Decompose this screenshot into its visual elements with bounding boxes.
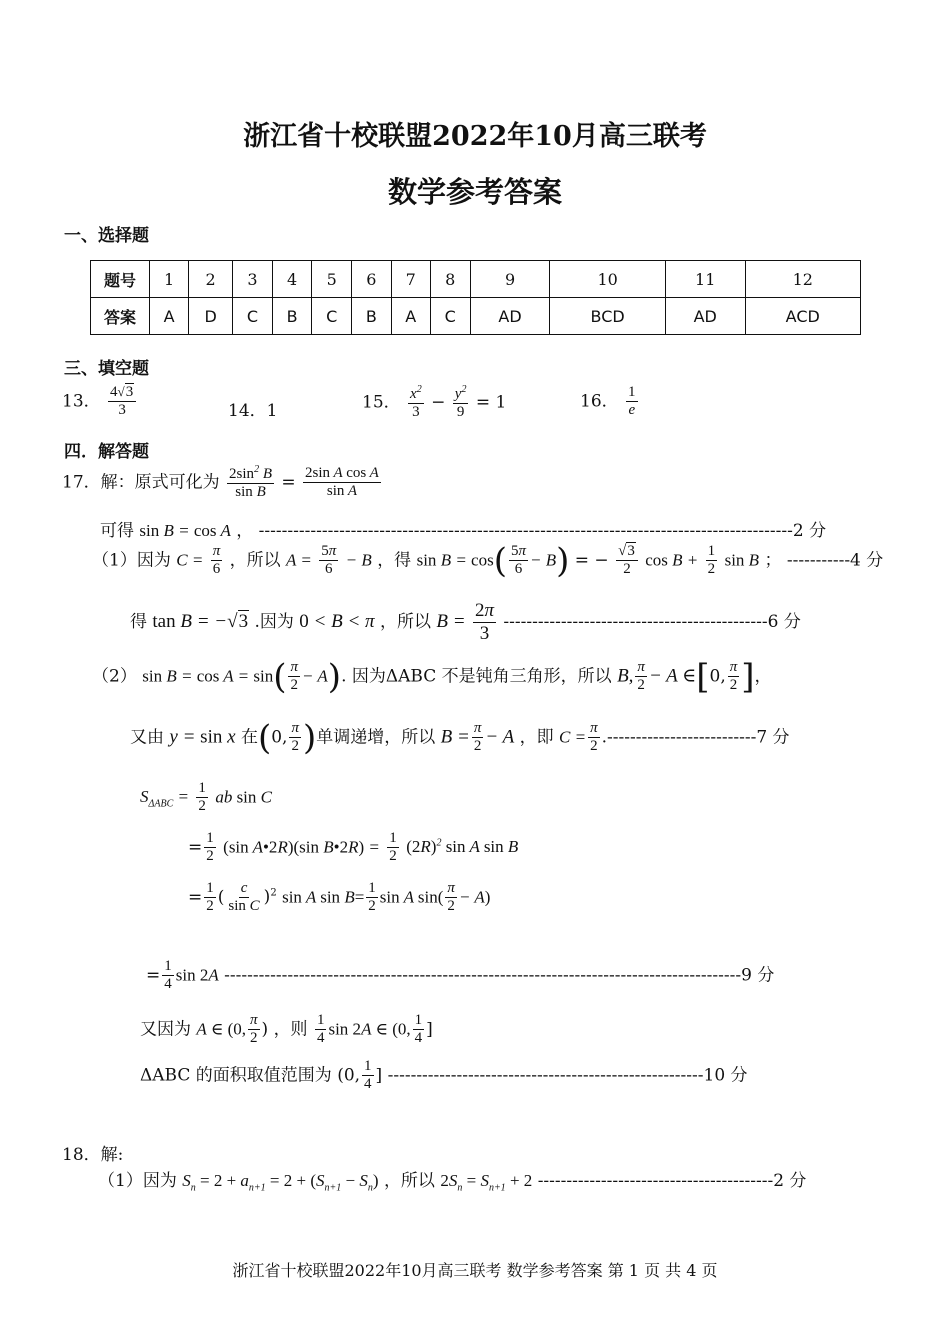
page-footer: 浙江省十校联盟2022年10月高三联考 数学参考答案 第 1 页 共 4 页: [232, 1261, 718, 1280]
p17-part2: （2） sin B = cos A = sin( $\frac{\pi}{2}$ − A). 因为ΔABC 不是钝角三角形，所以 B, $\frac{\pi}{2}$ − A ∈[0, $\frac{\pi}{2}$ ]，: [92, 656, 772, 697]
table-cell: C: [312, 298, 352, 335]
table-cell: 5: [312, 261, 352, 298]
p17-mono: 又由 y = sin x 在(0, $\frac{\pi}{2}$ )单调递增，所以 B = $\frac{\pi}{2}$ − A ，即 C = $\frac{\pi}{2}$ .--------------------------7 分: [130, 717, 790, 758]
table-cell: AD: [665, 298, 745, 335]
answer-table: [90, 260, 861, 335]
table-cell: 7: [391, 261, 430, 298]
document-subtitle: 数学参考答案: [387, 175, 562, 209]
area-range: ΔABC 的面积取值范围为 (0, $\frac{1}{4}$ ] -------------------------------------------------------10 分: [140, 1058, 748, 1093]
p17-tan: 得 tan B = −√3 .因为 0 < B < π ，所以 B = $\frac{2\pi}{3}$ ----------------------------------------------6 分: [130, 600, 801, 644]
table-cell: A: [391, 298, 430, 335]
table-row: [91, 298, 861, 335]
range-line: 又因为 A ∈ (0, $\frac{\pi}{2}$ ) ，则 $\frac{1}{4}$ sin 2A ∈ (0, $\frac{1}{4}$ ]: [140, 1012, 433, 1047]
table-cell: 3: [232, 261, 272, 298]
area-line3: = $\frac{1}{2}$ ( $\frac{c}{\text{sin C}}$ )$^2$ sin A sin B= $\frac{1}{2}$ sin A sin( $\frac{\pi}{2}$ − A): [188, 880, 491, 915]
answer-13: 13． $\frac{4√3}{3}$: [62, 384, 138, 420]
area-line4: = $\frac{1}{4}$ sin 2A ------------------------------------------------------------------------------------------9 分: [146, 958, 775, 993]
table-cell: 6: [352, 261, 391, 298]
answer-14: 14．1: [228, 401, 278, 421]
area-line1: $S_{\Delta ABC}$ = $\frac{1}{2}$ ab sin C: [140, 780, 272, 815]
table-cell: A: [150, 298, 189, 335]
p17-part1: （1）因为 C = $\frac{\pi}{6}$ ，所以 A = $\frac{5\pi}{6}$ − B ，得 sin B = cos( $\frac{5\pi}{6}$ − B) = − $\frac{√3}{2}$ cos B + $\frac{1}{2}$ sin B ； -----------4 分: [92, 540, 884, 581]
table-cell: 4: [272, 261, 311, 298]
p18-part1: （1）因为 $S_n = 2 + a_{n+1} = 2 + (S_{n+1} - S_n)$ ，所以 $2S_n = S_{n+1} + 2$ -----------------------------------------2 分: [98, 1171, 807, 1194]
table-cell: 2: [189, 261, 233, 298]
section-choice: 一、选择题: [64, 226, 149, 246]
row-label: 答案: [91, 298, 150, 335]
area-line2: = $\frac{1}{2}$ (sin A•2R)(sin B•2R) = $\frac{1}{2}$ $(2R)^2$ sin A sin B: [188, 830, 519, 865]
section-fill: 三、填空题: [64, 359, 149, 379]
table-cell: 9: [470, 261, 550, 298]
table-cell: 12: [745, 261, 860, 298]
section-solution: 四．解答题: [64, 442, 149, 462]
table-cell: 11: [665, 261, 745, 298]
table-cell: D: [189, 298, 233, 335]
p17-line1: 17．解：原式可化为 $\frac{2\sin^2 B}{\text{sin B}}$ = $\frac{\text{2sin A cos A}}{\text{sin A}}$: [62, 464, 379, 501]
p17-line2: 可得 sin B = cos A ， ---------------------------------------------------------------------------------------------2 分: [100, 521, 827, 541]
table-cell: 10: [550, 261, 666, 298]
table-cell: 8: [430, 261, 470, 298]
p18-label: 18．解:: [62, 1145, 124, 1165]
row-label: 题号: [91, 261, 150, 298]
document-title: 浙江省十校联盟2022年10月高三联考: [243, 121, 707, 152]
table-cell: C: [430, 298, 470, 335]
table-cell: B: [352, 298, 391, 335]
table-cell: B: [272, 298, 311, 335]
answer-16: 16． $\frac{1}{e}$: [580, 384, 636, 419]
table-cell: ACD: [745, 298, 860, 335]
table-cell: C: [232, 298, 272, 335]
table-row: [91, 261, 861, 298]
table-cell: BCD: [550, 298, 666, 335]
table-cell: AD: [470, 298, 550, 335]
answer-15: 15． $\frac{x^2}{3}$ − $\frac{y^2}{9}$ = 1: [362, 384, 507, 421]
table-cell: 1: [150, 261, 189, 298]
